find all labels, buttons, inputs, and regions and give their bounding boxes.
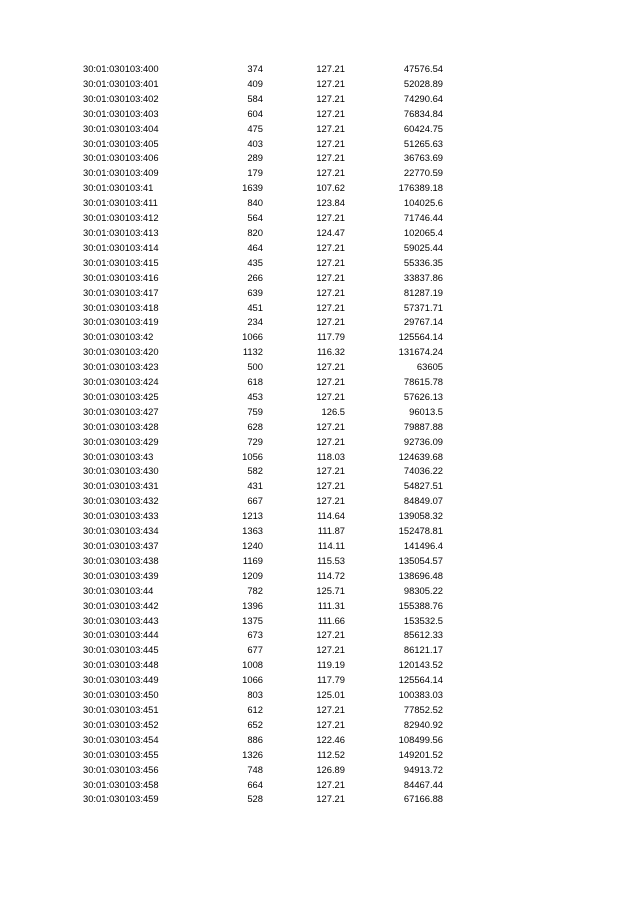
cadastral-number-cell: 30:01:030103:412 (83, 212, 159, 224)
quantity-cell: 782 (247, 584, 263, 596)
rate-cell: 114.11 (317, 540, 345, 551)
total-cell: 52028.89 (403, 77, 443, 89)
quantity-cell: 604 (247, 107, 263, 119)
cadastral-number-cell: 30:01:030103:444 (83, 629, 159, 641)
quantity-cell: 1639 (242, 182, 263, 194)
table-row (83, 450, 443, 465)
rate-cell: 127.21 (316, 286, 345, 298)
table-row (83, 122, 443, 137)
table-row (83, 703, 443, 718)
total-cell: 84467.44 (403, 778, 443, 790)
table-row (83, 464, 443, 479)
cadastral-number-cell: 30:01:030103:428 (83, 420, 159, 432)
quantity-cell: 840 (247, 197, 263, 209)
cadastral-number-cell: 30:01:030103:430 (83, 465, 159, 477)
quantity-cell: 1363 (242, 525, 263, 537)
cadastral-number-cell: 30:01:030103:424 (83, 376, 159, 388)
rate-cell: 127.21 (316, 703, 345, 715)
rate-cell: 115.53 (317, 554, 345, 566)
cadastral-number-cell: 30:01:030103:439 (83, 569, 159, 581)
total-cell: 78615.78 (403, 376, 443, 388)
rate-cell: 117.79 (317, 674, 345, 686)
rate-cell: 127.21 (316, 122, 345, 134)
quantity-cell: 435 (247, 256, 263, 268)
total-cell: 81287.19 (403, 286, 443, 298)
cadastral-number-cell: 30:01:030103:451 (83, 703, 159, 715)
total-cell: 33837.86 (403, 271, 443, 283)
total-cell: 47576.54 (403, 63, 443, 74)
table-row (83, 778, 443, 793)
quantity-cell: 266 (247, 271, 263, 283)
total-cell: 92736.09 (403, 435, 443, 447)
total-cell: 57626.13 (403, 390, 443, 402)
quantity-cell: 528 (247, 793, 263, 805)
rate-cell: 107.62 (316, 182, 345, 194)
total-cell: 108499.56 (398, 733, 443, 745)
table-row (83, 92, 443, 107)
total-cell: 67166.88 (403, 793, 443, 805)
cadastral-number-cell: 30:01:030103:434 (83, 525, 159, 537)
table-row (83, 151, 443, 166)
cadastral-number-cell: 30:01:030103:458 (83, 778, 159, 790)
quantity-cell: 1056 (242, 450, 263, 462)
cadastral-number-cell: 30:01:030103:420 (83, 346, 159, 358)
total-cell: 98305.22 (403, 584, 443, 596)
quantity-cell: 403 (247, 137, 263, 149)
rate-cell: 122.46 (316, 733, 345, 745)
table-row (83, 181, 443, 196)
table-row (83, 688, 443, 703)
rate-cell: 127.21 (316, 629, 345, 641)
quantity-cell: 475 (247, 122, 263, 134)
table-row (83, 614, 443, 629)
table-row (83, 733, 443, 748)
table-row (83, 658, 443, 673)
table-row (83, 718, 443, 733)
cadastral-number-cell: 30:01:030103:433 (83, 510, 159, 522)
cadastral-number-cell: 30:01:030103:406 (83, 152, 159, 164)
quantity-cell: 652 (247, 718, 263, 730)
total-cell: 125564.14 (398, 674, 443, 686)
quantity-cell: 1008 (242, 659, 263, 671)
rate-cell: 127.21 (316, 92, 345, 104)
total-cell: 51265.63 (403, 137, 443, 149)
cadastral-number-cell: 30:01:030103:423 (83, 361, 159, 373)
cadastral-number-cell: 30:01:030103:445 (83, 644, 159, 656)
table-row (83, 763, 443, 778)
quantity-cell: 453 (247, 390, 263, 402)
cadastral-number-cell: 30:01:030103:404 (83, 122, 159, 134)
total-cell: 60424.75 (403, 122, 443, 134)
quantity-cell: 673 (247, 629, 263, 641)
quantity-cell: 1375 (242, 614, 263, 626)
quantity-cell: 759 (247, 405, 263, 417)
cadastral-number-cell: 30:01:030103:456 (83, 763, 159, 775)
rate-cell: 127.21 (316, 420, 345, 432)
table-row (83, 241, 443, 256)
rate-cell: 127.21 (316, 435, 345, 447)
cadastral-number-cell: 30:01:030103:413 (83, 226, 159, 238)
rate-cell: 126.5 (321, 405, 345, 417)
rate-cell: 127.21 (316, 376, 345, 388)
table-row (83, 330, 443, 345)
quantity-cell: 464 (247, 241, 263, 253)
quantity-cell: 1240 (242, 540, 263, 551)
table-row (83, 360, 443, 375)
quantity-cell: 584 (247, 92, 263, 104)
total-cell: 74290.64 (403, 92, 443, 104)
cadastral-number-cell: 30:01:030103:416 (83, 271, 159, 283)
table-row (83, 792, 443, 807)
rate-cell: 127.21 (316, 63, 345, 74)
total-cell: 82940.92 (403, 718, 443, 730)
cadastral-number-cell: 30:01:030103:425 (83, 390, 159, 402)
total-cell: 176389.18 (398, 182, 443, 194)
rate-cell: 111.31 (317, 599, 345, 611)
cadastral-number-cell: 30:01:030103:443 (83, 614, 159, 626)
total-cell: 54827.51 (403, 480, 443, 492)
total-cell: 94913.72 (403, 763, 443, 775)
rate-cell: 127.21 (316, 778, 345, 790)
data-table (83, 62, 443, 807)
rate-cell: 125.01 (316, 689, 345, 701)
table-row (83, 271, 443, 286)
table-row (83, 62, 443, 77)
total-cell: 153532.5 (403, 614, 443, 626)
quantity-cell: 451 (247, 301, 263, 313)
quantity-cell: 1213 (242, 510, 263, 522)
quantity-cell: 1209 (242, 569, 263, 581)
quantity-cell: 667 (247, 495, 263, 507)
cadastral-number-cell: 30:01:030103:455 (83, 748, 159, 760)
cadastral-number-cell: 30:01:030103:415 (83, 256, 159, 268)
quantity-cell: 1169 (242, 554, 263, 566)
total-cell: 155388.76 (398, 599, 443, 611)
cadastral-number-cell: 30:01:030103:438 (83, 554, 159, 566)
table-row (83, 673, 443, 688)
cadastral-number-cell: 30:01:030103:452 (83, 718, 159, 730)
cadastral-number-cell: 30:01:030103:427 (83, 405, 159, 417)
cadastral-number-cell: 30:01:030103:43 (83, 450, 154, 462)
total-cell: 22770.59 (403, 167, 443, 179)
cadastral-number-cell: 30:01:030103:403 (83, 107, 159, 119)
total-cell: 57371.71 (403, 301, 443, 313)
cadastral-number-cell: 30:01:030103:417 (83, 286, 159, 298)
total-cell: 55336.35 (403, 256, 443, 268)
cadastral-number-cell: 30:01:030103:401 (83, 77, 159, 89)
cadastral-number-cell: 30:01:030103:418 (83, 301, 159, 313)
rate-cell: 127.21 (316, 167, 345, 179)
rate-cell: 119.19 (317, 659, 345, 671)
cadastral-number-cell: 30:01:030103:405 (83, 137, 159, 149)
table-row (83, 390, 443, 405)
total-cell: 63605 (416, 361, 443, 373)
quantity-cell: 803 (247, 689, 263, 701)
rate-cell: 126.89 (316, 763, 345, 775)
rate-cell: 124.47 (316, 226, 345, 238)
total-cell: 76834.84 (403, 107, 443, 119)
total-cell: 96013.5 (409, 405, 443, 417)
rate-cell: 118.03 (317, 450, 345, 462)
rate-cell: 127.21 (316, 271, 345, 283)
total-cell: 152478.81 (398, 525, 443, 537)
quantity-cell: 639 (247, 286, 263, 298)
table-row (83, 196, 443, 211)
table-row (83, 375, 443, 390)
quantity-cell: 431 (247, 480, 263, 492)
table-row (83, 748, 443, 763)
table-row (83, 286, 443, 301)
cadastral-number-cell: 30:01:030103:450 (83, 689, 159, 701)
cadastral-number-cell: 30:01:030103:409 (83, 167, 159, 179)
cadastral-number-cell: 30:01:030103:42 (83, 331, 154, 343)
cadastral-number-cell: 30:01:030103:429 (83, 435, 159, 447)
quantity-cell: 500 (247, 361, 263, 373)
rate-cell: 127.21 (316, 137, 345, 149)
table-row (83, 77, 443, 92)
total-cell: 84849.07 (403, 495, 443, 507)
quantity-cell: 677 (247, 644, 263, 656)
table-row (83, 435, 443, 450)
quantity-cell: 234 (247, 316, 263, 328)
total-cell: 59025.44 (403, 241, 443, 253)
rate-cell: 127.21 (316, 256, 345, 268)
table-row (83, 315, 443, 330)
quantity-cell: 664 (247, 778, 263, 790)
rate-cell: 127.21 (316, 361, 345, 373)
rate-cell: 127.21 (316, 495, 345, 507)
rate-cell: 111.87 (317, 525, 345, 537)
rate-cell: 114.72 (317, 569, 345, 581)
rate-cell: 112.52 (317, 748, 345, 760)
rate-cell: 127.21 (316, 718, 345, 730)
cadastral-number-cell: 30:01:030103:402 (83, 92, 159, 104)
table-row (83, 256, 443, 271)
table-row (83, 554, 443, 569)
table-row (83, 137, 443, 152)
total-cell: 124639.68 (398, 450, 443, 462)
total-cell: 135054.57 (398, 554, 443, 566)
table-row (83, 301, 443, 316)
cadastral-number-cell: 30:01:030103:449 (83, 674, 159, 686)
table-row (83, 420, 443, 435)
table-row (83, 107, 443, 122)
quantity-cell: 564 (247, 212, 263, 224)
cadastral-number-cell: 30:01:030103:41 (83, 182, 154, 194)
quantity-cell: 729 (247, 435, 263, 447)
table-row (83, 643, 443, 658)
cadastral-number-cell: 30:01:030103:44 (83, 584, 154, 596)
quantity-cell: 1326 (242, 748, 263, 760)
quantity-cell: 628 (247, 420, 263, 432)
quantity-cell: 374 (247, 63, 263, 74)
quantity-cell: 1066 (242, 331, 263, 343)
quantity-cell: 612 (247, 703, 263, 715)
rate-cell: 127.21 (316, 316, 345, 328)
total-cell: 120143.52 (398, 659, 443, 671)
rate-cell: 127.21 (316, 107, 345, 119)
total-cell: 100383.03 (398, 689, 443, 701)
quantity-cell: 820 (247, 226, 263, 238)
total-cell: 29767.14 (403, 316, 443, 328)
quantity-cell: 886 (247, 733, 263, 745)
rate-cell: 125.71 (316, 584, 345, 596)
total-cell: 86121.17 (403, 644, 443, 656)
cadastral-number-cell: 30:01:030103:414 (83, 241, 159, 253)
cadastral-number-cell: 30:01:030103:411 (83, 197, 158, 209)
total-cell: 79887.88 (403, 420, 443, 432)
total-cell: 131674.24 (398, 346, 443, 358)
total-cell: 77852.52 (403, 703, 443, 715)
rate-cell: 127.21 (316, 301, 345, 313)
quantity-cell: 618 (247, 376, 263, 388)
total-cell: 71746.44 (403, 212, 443, 224)
quantity-cell: 582 (247, 465, 263, 477)
table-row (83, 509, 443, 524)
rate-cell: 111.66 (317, 614, 345, 626)
rate-cell: 127.21 (316, 644, 345, 656)
cadastral-number-cell: 30:01:030103:431 (83, 480, 159, 492)
table-row (83, 584, 443, 599)
total-cell: 139058.32 (398, 510, 443, 522)
total-cell: 102065.4 (403, 226, 443, 238)
table-row (83, 211, 443, 226)
cadastral-number-cell: 30:01:030103:459 (83, 793, 159, 805)
total-cell: 125564.14 (398, 331, 443, 343)
table-row (83, 479, 443, 494)
quantity-cell: 179 (247, 167, 263, 179)
rate-cell: 127.21 (316, 480, 345, 492)
quantity-cell: 748 (247, 763, 263, 775)
cadastral-number-cell: 30:01:030103:454 (83, 733, 159, 745)
total-cell: 141496.4 (403, 540, 443, 551)
table-body (83, 62, 443, 807)
rate-cell: 127.21 (316, 77, 345, 89)
table-row (83, 405, 443, 420)
quantity-cell: 1132 (242, 346, 263, 358)
rate-cell: 127.21 (316, 241, 345, 253)
table-row (83, 539, 443, 554)
cadastral-number-cell: 30:01:030103:400 (83, 63, 159, 74)
total-cell: 36763.69 (403, 152, 443, 164)
rate-cell: 114.64 (317, 510, 345, 522)
total-cell: 85612.33 (403, 629, 443, 641)
rate-cell: 127.21 (316, 793, 345, 805)
table-row (83, 494, 443, 509)
rate-cell: 117.79 (317, 331, 345, 343)
rate-cell: 123.84 (316, 197, 345, 209)
quantity-cell: 409 (247, 77, 263, 89)
rate-cell: 127.21 (316, 465, 345, 477)
rate-cell: 127.21 (316, 390, 345, 402)
cadastral-number-cell: 30:01:030103:437 (83, 540, 159, 551)
total-cell: 104025.6 (403, 197, 443, 209)
cadastral-number-cell: 30:01:030103:432 (83, 495, 159, 507)
cadastral-number-cell: 30:01:030103:419 (83, 316, 159, 328)
table-row (83, 628, 443, 643)
table-row (83, 569, 443, 584)
total-cell: 149201.52 (398, 748, 443, 760)
cadastral-number-cell: 30:01:030103:442 (83, 599, 159, 611)
rate-cell: 127.21 (316, 212, 345, 224)
table-row (83, 524, 443, 539)
cadastral-number-cell: 30:01:030103:448 (83, 659, 159, 671)
quantity-cell: 1066 (242, 674, 263, 686)
table-row (83, 166, 443, 181)
rate-cell: 127.21 (316, 152, 345, 164)
total-cell: 138696.48 (398, 569, 443, 581)
table-row (83, 345, 443, 360)
table-row (83, 226, 443, 241)
quantity-cell: 1396 (242, 599, 263, 611)
table-row (83, 599, 443, 614)
rate-cell: 116.32 (317, 346, 345, 358)
total-cell: 74036.22 (403, 465, 443, 477)
quantity-cell: 289 (247, 152, 263, 164)
